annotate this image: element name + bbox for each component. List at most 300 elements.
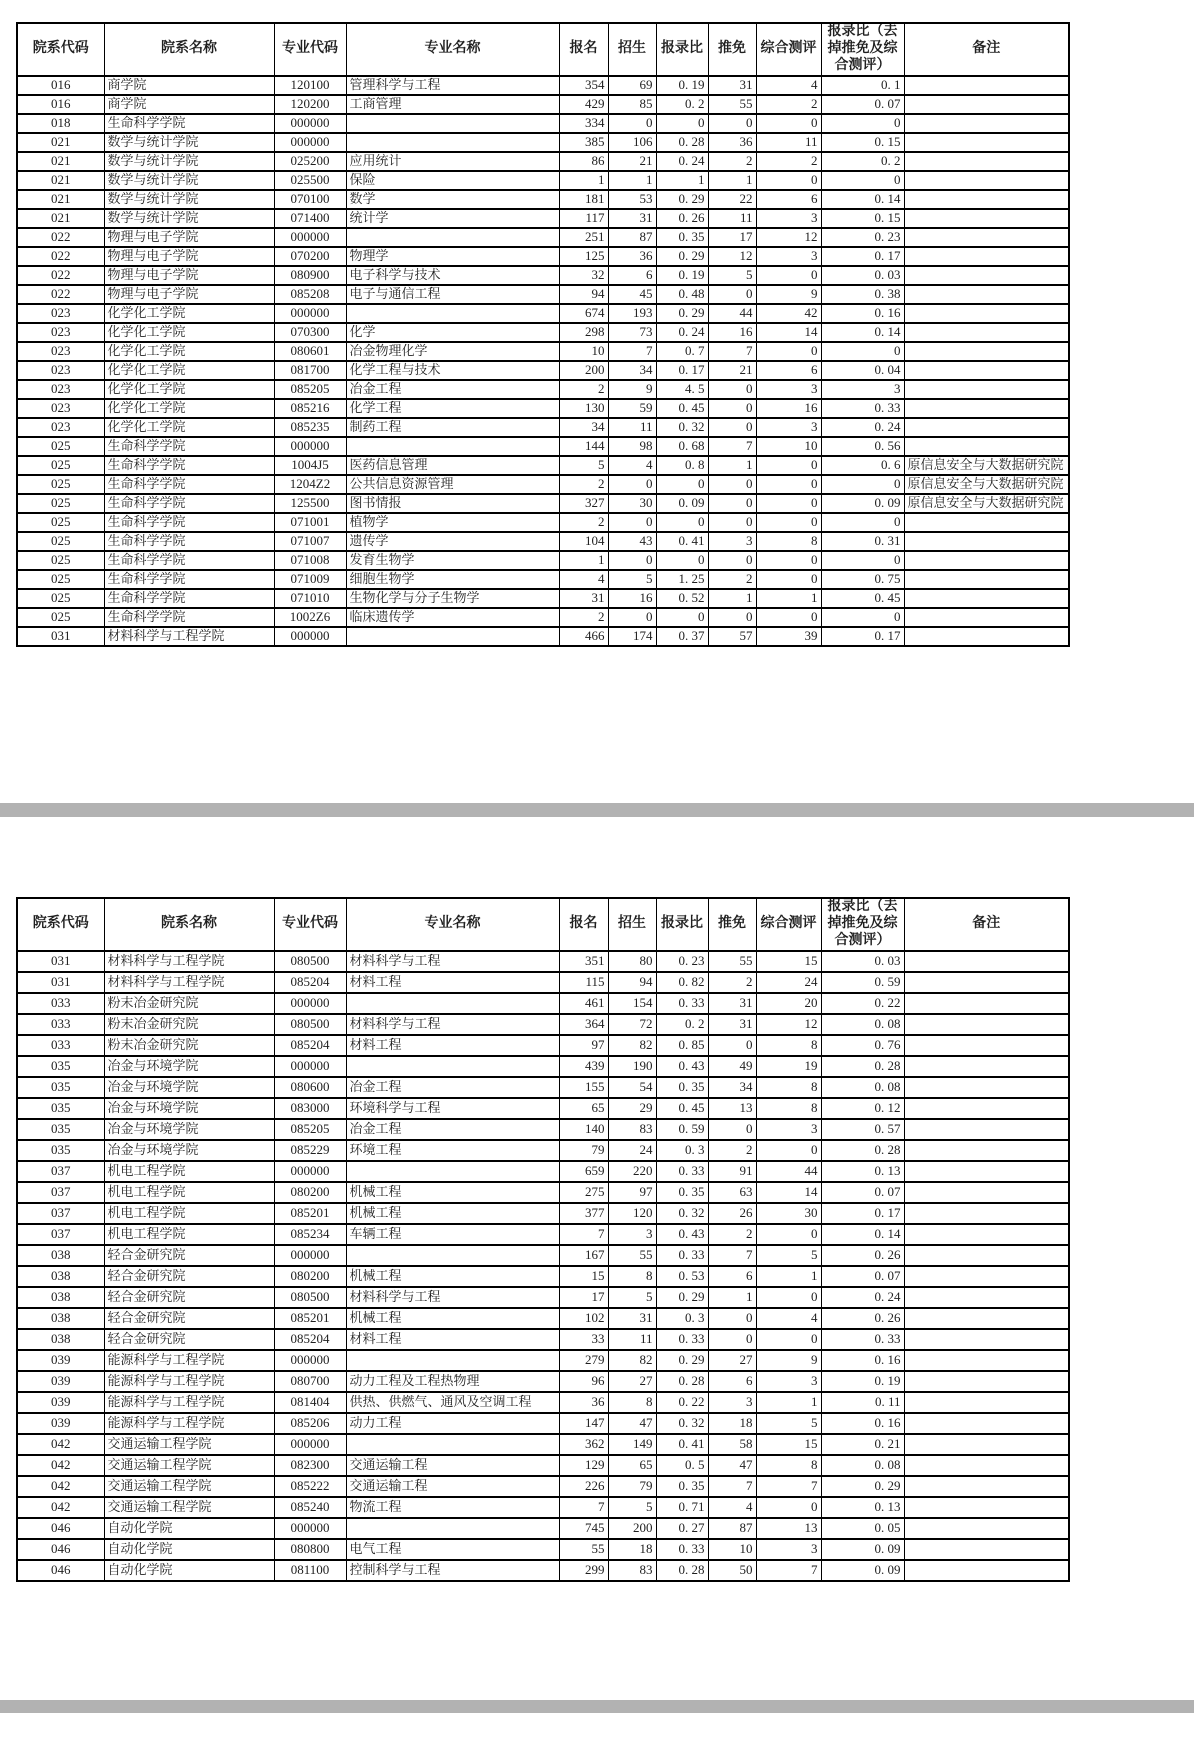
table-cell: 0 bbox=[756, 1329, 821, 1350]
table-cell: 0. 75 bbox=[821, 570, 904, 589]
table-cell: 化学化工学院 bbox=[104, 399, 274, 418]
table-cell: 080200 bbox=[274, 1266, 346, 1287]
table-cell: 粉末冶金研究院 bbox=[104, 1035, 274, 1056]
table-cell bbox=[904, 608, 1069, 627]
table-cell: 275 bbox=[559, 1182, 608, 1203]
table-row bbox=[17, 247, 1069, 266]
table-cell: 14 bbox=[756, 1182, 821, 1203]
table-cell: 化学化工学院 bbox=[104, 323, 274, 342]
table-cell: 16 bbox=[608, 589, 656, 608]
table-cell: 植物学 bbox=[346, 513, 559, 532]
table-cell: 429 bbox=[559, 95, 608, 114]
table-cell: 14 bbox=[756, 323, 821, 342]
table-cell: 73 bbox=[608, 323, 656, 342]
table-cell: 022 bbox=[17, 247, 104, 266]
table-cell: 046 bbox=[17, 1518, 104, 1539]
table-cell: 2 bbox=[708, 1140, 756, 1161]
table-cell: 0. 28 bbox=[821, 1056, 904, 1077]
table-cell: 5 bbox=[756, 1413, 821, 1434]
table-cell: 生命科学学院 bbox=[104, 589, 274, 608]
table-cell: 155 bbox=[559, 1077, 608, 1098]
table-cell bbox=[904, 1371, 1069, 1392]
table-cell: 745 bbox=[559, 1518, 608, 1539]
table-cell: 0. 17 bbox=[821, 627, 904, 646]
table-cell: 023 bbox=[17, 342, 104, 361]
table-cell: 000000 bbox=[274, 304, 346, 323]
table-cell: 439 bbox=[559, 1056, 608, 1077]
table-cell: 000000 bbox=[274, 1350, 346, 1371]
table-cell: 0. 6 bbox=[821, 456, 904, 475]
table-cell: 140 bbox=[559, 1119, 608, 1140]
table-cell: 机电工程学院 bbox=[104, 1182, 274, 1203]
table-cell: 材料工程 bbox=[346, 1035, 559, 1056]
table-cell bbox=[904, 972, 1069, 993]
table-cell: 化学工程与技术 bbox=[346, 361, 559, 380]
table-cell: 070100 bbox=[274, 190, 346, 209]
table-cell: 0 bbox=[756, 1497, 821, 1518]
table-cell bbox=[904, 1392, 1069, 1413]
table-cell: 生命科学学院 bbox=[104, 608, 274, 627]
table-cell: 11 bbox=[608, 418, 656, 437]
table-cell: 6 bbox=[708, 1371, 756, 1392]
table-cell: 0 bbox=[608, 513, 656, 532]
header-row bbox=[17, 23, 1069, 76]
table-cell: 0. 07 bbox=[821, 95, 904, 114]
table-cell: 80 bbox=[608, 951, 656, 972]
table-cell: 化学化工学院 bbox=[104, 304, 274, 323]
document-page-2 bbox=[0, 817, 1194, 1700]
table-cell: 0. 7 bbox=[656, 342, 708, 361]
table-cell: 4 bbox=[708, 1497, 756, 1518]
table-cell: 085201 bbox=[274, 1308, 346, 1329]
table-cell: 080500 bbox=[274, 1014, 346, 1035]
table-cell: 87 bbox=[708, 1518, 756, 1539]
table-cell: 0 bbox=[708, 475, 756, 494]
table-row bbox=[17, 342, 1069, 361]
table-cell: 原信息安全与大数据研究院 bbox=[904, 456, 1069, 475]
table-cell: 1 bbox=[756, 1266, 821, 1287]
table-cell: 0 bbox=[656, 513, 708, 532]
table-cell: 039 bbox=[17, 1350, 104, 1371]
table-cell: 车辆工程 bbox=[346, 1224, 559, 1245]
table-cell: 制药工程 bbox=[346, 418, 559, 437]
table-cell: 商学院 bbox=[104, 95, 274, 114]
table-cell: 机械工程 bbox=[346, 1266, 559, 1287]
table-cell bbox=[904, 570, 1069, 589]
table-cell: 6 bbox=[756, 190, 821, 209]
table-cell bbox=[904, 1056, 1069, 1077]
table-cell: 0. 28 bbox=[656, 1371, 708, 1392]
table-cell: 交通运输工程学院 bbox=[104, 1497, 274, 1518]
table-cell: 3 bbox=[821, 380, 904, 399]
table-cell: 106 bbox=[608, 133, 656, 152]
table-cell: 13 bbox=[708, 1098, 756, 1119]
table-cell: 44 bbox=[708, 304, 756, 323]
table-cell: 94 bbox=[559, 285, 608, 304]
column-header: 报录比 bbox=[656, 23, 708, 76]
table-cell: 0 bbox=[608, 114, 656, 133]
table-cell: 085201 bbox=[274, 1203, 346, 1224]
table-cell: 材料工程 bbox=[346, 972, 559, 993]
table-cell bbox=[904, 1497, 1069, 1518]
column-header: 招生 bbox=[608, 23, 656, 76]
column-header: 院系名称 bbox=[104, 23, 274, 76]
table-cell: 102 bbox=[559, 1308, 608, 1329]
table-cell: 021 bbox=[17, 190, 104, 209]
table-row bbox=[17, 285, 1069, 304]
table-cell: 7 bbox=[708, 1476, 756, 1497]
table-row bbox=[17, 1119, 1069, 1140]
table-cell: 30 bbox=[608, 494, 656, 513]
table-cell: 0 bbox=[756, 551, 821, 570]
column-header: 报录比（去掉推免及综合测评） bbox=[821, 23, 904, 76]
table-cell: 120200 bbox=[274, 95, 346, 114]
table-cell: 251 bbox=[559, 228, 608, 247]
table-cell bbox=[346, 1056, 559, 1077]
column-header: 院系名称 bbox=[104, 898, 274, 951]
table-cell: 298 bbox=[559, 323, 608, 342]
table-cell: 0. 13 bbox=[821, 1161, 904, 1182]
table-cell: 042 bbox=[17, 1497, 104, 1518]
table-cell: 0 bbox=[756, 1224, 821, 1245]
table-cell: 385 bbox=[559, 133, 608, 152]
table-cell: 1 bbox=[708, 1287, 756, 1308]
table-cell: 0. 33 bbox=[821, 1329, 904, 1350]
table-cell: 91 bbox=[708, 1161, 756, 1182]
table-cell: 0. 3 bbox=[656, 1308, 708, 1329]
table-cell: 104 bbox=[559, 532, 608, 551]
table-cell: 机电工程学院 bbox=[104, 1203, 274, 1224]
table-row bbox=[17, 1287, 1069, 1308]
table-cell: 29 bbox=[608, 1098, 656, 1119]
table-cell: 生命科学学院 bbox=[104, 475, 274, 494]
table-cell: 97 bbox=[559, 1035, 608, 1056]
table-cell: 冶金与环境学院 bbox=[104, 1056, 274, 1077]
table-cell: 071008 bbox=[274, 551, 346, 570]
table-cell: 5 bbox=[756, 1245, 821, 1266]
table-cell: 0. 16 bbox=[821, 1413, 904, 1434]
table-cell: 公共信息资源管理 bbox=[346, 475, 559, 494]
table-cell: 220 bbox=[608, 1161, 656, 1182]
table-cell: 025 bbox=[17, 437, 104, 456]
table-cell: 226 bbox=[559, 1476, 608, 1497]
table-cell: 038 bbox=[17, 1308, 104, 1329]
table-cell: 83 bbox=[608, 1119, 656, 1140]
table-cell: 0. 53 bbox=[656, 1266, 708, 1287]
table-cell: 69 bbox=[608, 76, 656, 95]
table-cell: 0. 11 bbox=[821, 1392, 904, 1413]
table-cell: 化学化工学院 bbox=[104, 380, 274, 399]
table-cell: 147 bbox=[559, 1413, 608, 1434]
table-cell: 能源科学与工程学院 bbox=[104, 1350, 274, 1371]
table-cell: 31 bbox=[708, 1014, 756, 1035]
table-cell: 63 bbox=[708, 1182, 756, 1203]
table-cell: 机械工程 bbox=[346, 1182, 559, 1203]
table-cell: 物理与电子学院 bbox=[104, 285, 274, 304]
table-cell: 数学与统计学院 bbox=[104, 133, 274, 152]
table-cell: 081700 bbox=[274, 361, 346, 380]
table-cell bbox=[346, 133, 559, 152]
admissions-table-page-2 bbox=[16, 897, 1070, 1582]
table-cell: 5 bbox=[559, 456, 608, 475]
table-row bbox=[17, 437, 1069, 456]
table-cell: 34 bbox=[708, 1077, 756, 1098]
table-cell: 8 bbox=[756, 1098, 821, 1119]
table-cell: 0. 35 bbox=[656, 1182, 708, 1203]
table-cell: 0 bbox=[756, 475, 821, 494]
table-cell: 自动化学院 bbox=[104, 1560, 274, 1581]
table-cell: 0 bbox=[656, 551, 708, 570]
table-cell: 085204 bbox=[274, 1329, 346, 1350]
table-cell: 生命科学学院 bbox=[104, 551, 274, 570]
table-cell: 19 bbox=[756, 1056, 821, 1077]
table-cell bbox=[904, 1119, 1069, 1140]
table-cell: 022 bbox=[17, 285, 104, 304]
table-cell: 材料科学与工程学院 bbox=[104, 627, 274, 646]
table-cell: 042 bbox=[17, 1434, 104, 1455]
table-cell: 023 bbox=[17, 304, 104, 323]
table-cell: 生命科学学院 bbox=[104, 437, 274, 456]
table-cell: 0 bbox=[708, 1329, 756, 1350]
table-cell: 039 bbox=[17, 1371, 104, 1392]
table-cell: 2 bbox=[559, 475, 608, 494]
table-cell: 3 bbox=[756, 209, 821, 228]
table-cell: 038 bbox=[17, 1287, 104, 1308]
table-cell: 000000 bbox=[274, 1434, 346, 1455]
table-cell: 0 bbox=[656, 608, 708, 627]
table-row bbox=[17, 1140, 1069, 1161]
table-cell: 化学化工学院 bbox=[104, 342, 274, 361]
table-cell: 000000 bbox=[274, 993, 346, 1014]
table-cell: 11 bbox=[756, 133, 821, 152]
table-cell: 085222 bbox=[274, 1476, 346, 1497]
table-cell: 334 bbox=[559, 114, 608, 133]
table-cell: 0 bbox=[756, 513, 821, 532]
table-cell: 0. 85 bbox=[656, 1035, 708, 1056]
table-cell: 7 bbox=[708, 342, 756, 361]
table-cell: 1 bbox=[608, 171, 656, 190]
table-cell: 0. 29 bbox=[656, 247, 708, 266]
table-cell: 042 bbox=[17, 1455, 104, 1476]
table-cell bbox=[904, 1329, 1069, 1350]
header-row bbox=[17, 898, 1069, 951]
table-row bbox=[17, 494, 1069, 513]
table-cell: 0 bbox=[608, 475, 656, 494]
table-cell: 0. 14 bbox=[821, 190, 904, 209]
table-cell: 000000 bbox=[274, 1245, 346, 1266]
table-cell: 42 bbox=[756, 304, 821, 323]
table-cell: 材料科学与工程 bbox=[346, 951, 559, 972]
table-cell: 0. 71 bbox=[656, 1497, 708, 1518]
column-header: 报录比（去掉推免及综合测评） bbox=[821, 898, 904, 951]
table-cell: 能源科学与工程学院 bbox=[104, 1392, 274, 1413]
table-cell: 3 bbox=[756, 247, 821, 266]
table-cell bbox=[904, 532, 1069, 551]
table-cell: 080500 bbox=[274, 951, 346, 972]
table-cell: 466 bbox=[559, 627, 608, 646]
table-cell bbox=[904, 266, 1069, 285]
table-cell: 0 bbox=[821, 551, 904, 570]
table-cell: 临床遗传学 bbox=[346, 608, 559, 627]
table-cell: 图书情报 bbox=[346, 494, 559, 513]
table-row bbox=[17, 95, 1069, 114]
table-cell: 1 bbox=[559, 171, 608, 190]
table-cell: 生命科学学院 bbox=[104, 513, 274, 532]
table-cell bbox=[904, 418, 1069, 437]
table-row bbox=[17, 1056, 1069, 1077]
table-cell: 0. 17 bbox=[821, 247, 904, 266]
table-cell: 8 bbox=[756, 1035, 821, 1056]
table-cell: 生命科学学院 bbox=[104, 570, 274, 589]
table-cell: 0. 33 bbox=[656, 1161, 708, 1182]
table-cell: 96 bbox=[559, 1371, 608, 1392]
table-cell: 87 bbox=[608, 228, 656, 247]
table-cell: 144 bbox=[559, 437, 608, 456]
table-row bbox=[17, 1308, 1069, 1329]
table-cell: 0. 24 bbox=[656, 152, 708, 171]
table-cell: 193 bbox=[608, 304, 656, 323]
table-cell bbox=[346, 304, 559, 323]
table-cell: 085205 bbox=[274, 1119, 346, 1140]
table-cell: 生命科学学院 bbox=[104, 114, 274, 133]
table-cell: 0. 08 bbox=[821, 1077, 904, 1098]
table-cell: 30 bbox=[756, 1203, 821, 1224]
table-cell: 1 bbox=[708, 171, 756, 190]
table-cell: 0. 33 bbox=[656, 1539, 708, 1560]
table-cell: 0 bbox=[821, 475, 904, 494]
table-cell: 0. 35 bbox=[656, 1077, 708, 1098]
table-cell: 070200 bbox=[274, 247, 346, 266]
table-cell: 046 bbox=[17, 1560, 104, 1581]
table-cell: 0. 21 bbox=[821, 1434, 904, 1455]
table-cell: 轻合金研究院 bbox=[104, 1308, 274, 1329]
table-cell: 交通运输工程 bbox=[346, 1455, 559, 1476]
table-cell: 085206 bbox=[274, 1413, 346, 1434]
column-header: 推免 bbox=[708, 23, 756, 76]
table-cell: 交通运输工程学院 bbox=[104, 1455, 274, 1476]
table-cell: 15 bbox=[756, 951, 821, 972]
table-cell: 299 bbox=[559, 1560, 608, 1581]
table-cell: 0. 3 bbox=[656, 1140, 708, 1161]
table-cell: 0. 59 bbox=[821, 972, 904, 993]
table-cell: 6 bbox=[608, 266, 656, 285]
table-cell: 电子与通信工程 bbox=[346, 285, 559, 304]
table-cell: 085216 bbox=[274, 399, 346, 418]
table-body bbox=[17, 76, 1069, 646]
table-row bbox=[17, 171, 1069, 190]
column-header: 报名 bbox=[559, 898, 608, 951]
table-row bbox=[17, 304, 1069, 323]
table-cell: 279 bbox=[559, 1350, 608, 1371]
table-cell: 0. 24 bbox=[821, 418, 904, 437]
table-cell: 2 bbox=[559, 608, 608, 627]
table-cell: 080600 bbox=[274, 1077, 346, 1098]
table-cell: 0. 29 bbox=[821, 1476, 904, 1497]
table-cell: 36 bbox=[608, 247, 656, 266]
table-cell: 26 bbox=[708, 1203, 756, 1224]
table-cell: 自动化学院 bbox=[104, 1539, 274, 1560]
table-row bbox=[17, 532, 1069, 551]
table-cell: 机电工程学院 bbox=[104, 1224, 274, 1245]
document-page-1 bbox=[0, 0, 1194, 803]
table-cell: 021 bbox=[17, 133, 104, 152]
column-header: 专业名称 bbox=[346, 23, 559, 76]
table-cell: 081404 bbox=[274, 1392, 346, 1413]
table-cell: 0. 48 bbox=[656, 285, 708, 304]
table-header bbox=[17, 23, 1069, 76]
table-cell: 080500 bbox=[274, 1287, 346, 1308]
table-cell: 生物化学与分子生物学 bbox=[346, 589, 559, 608]
table-cell: 0. 59 bbox=[656, 1119, 708, 1140]
table-cell: 0. 2 bbox=[821, 152, 904, 171]
table-cell bbox=[346, 114, 559, 133]
table-cell: 0 bbox=[656, 114, 708, 133]
table-row bbox=[17, 1392, 1069, 1413]
table-cell: 34 bbox=[559, 418, 608, 437]
table-cell: 033 bbox=[17, 1035, 104, 1056]
table-cell: 000000 bbox=[274, 114, 346, 133]
table-cell: 0. 09 bbox=[821, 494, 904, 513]
table-cell: 15 bbox=[559, 1266, 608, 1287]
table-cell: 025 bbox=[17, 532, 104, 551]
table-cell: 31 bbox=[559, 589, 608, 608]
column-header: 报录比 bbox=[656, 898, 708, 951]
table-cell bbox=[904, 551, 1069, 570]
table-cell: 0. 16 bbox=[821, 304, 904, 323]
table-cell: 材料科学与工程 bbox=[346, 1014, 559, 1035]
table-cell: 能源科学与工程学院 bbox=[104, 1371, 274, 1392]
table-cell: 0. 04 bbox=[821, 361, 904, 380]
table-header bbox=[17, 898, 1069, 951]
table-cell bbox=[904, 1308, 1069, 1329]
table-cell: 10 bbox=[756, 437, 821, 456]
table-cell: 45 bbox=[608, 285, 656, 304]
table-row bbox=[17, 1014, 1069, 1035]
table-cell: 55 bbox=[608, 1245, 656, 1266]
table-cell: 0. 28 bbox=[656, 133, 708, 152]
table-cell: 0 bbox=[821, 608, 904, 627]
table-cell: 数学与统计学院 bbox=[104, 190, 274, 209]
table-cell: 035 bbox=[17, 1119, 104, 1140]
table-cell bbox=[904, 114, 1069, 133]
table-cell bbox=[346, 1350, 559, 1371]
table-cell: 0 bbox=[756, 171, 821, 190]
table-cell: 0. 41 bbox=[656, 532, 708, 551]
table-cell: 035 bbox=[17, 1140, 104, 1161]
table-cell: 36 bbox=[559, 1392, 608, 1413]
table-cell: 046 bbox=[17, 1539, 104, 1560]
table-row bbox=[17, 114, 1069, 133]
table-cell: 7 bbox=[608, 342, 656, 361]
table-cell: 98 bbox=[608, 437, 656, 456]
table-cell: 10 bbox=[559, 342, 608, 361]
table-cell bbox=[904, 76, 1069, 95]
table-cell: 8 bbox=[608, 1266, 656, 1287]
table-cell: 174 bbox=[608, 627, 656, 646]
table-row bbox=[17, 1266, 1069, 1287]
table-row bbox=[17, 1539, 1069, 1560]
table-cell: 24 bbox=[756, 972, 821, 993]
table-cell: 039 bbox=[17, 1392, 104, 1413]
table-cell: 0 bbox=[756, 608, 821, 627]
table-cell: 0. 68 bbox=[656, 437, 708, 456]
table-cell: 0 bbox=[756, 342, 821, 361]
table-cell: 085235 bbox=[274, 418, 346, 437]
table-cell bbox=[904, 1455, 1069, 1476]
table-body bbox=[17, 951, 1069, 1581]
table-cell: 物理与电子学院 bbox=[104, 266, 274, 285]
table-cell: 3 bbox=[756, 1539, 821, 1560]
